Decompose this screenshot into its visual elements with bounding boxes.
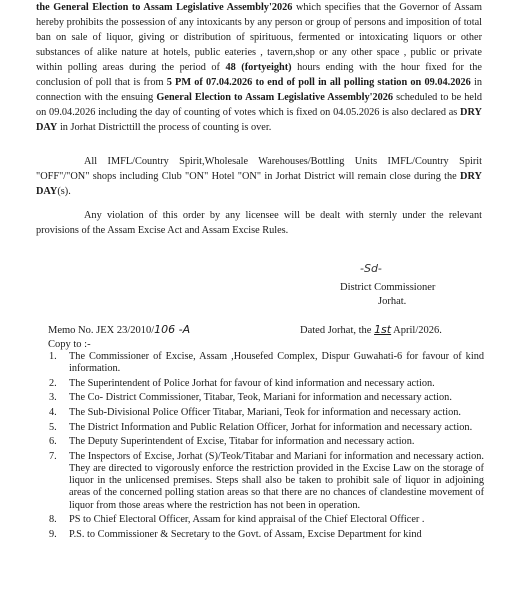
period-bold: 5 PM of 07.04.2026 to end of poll in all polling station on 09.04.2026 <box>166 77 471 88</box>
order-paragraph-3: Any violation of this order by any licensee will be dealt with sternly under the relevant provisions of the Assam Excise Act and Assam Excise Rules. <box>36 210 482 236</box>
order-paragraph-2 <box>36 154 482 199</box>
paragraph-text: in connection with the ensuing <box>36 77 482 103</box>
list-item: 4. The Sub-Divisional Police Officer Titabar, Mariani, Teok for information and necessary action. <box>49 406 461 418</box>
election-title-bold: the General Election to Assam Legislative Assembly'2026 <box>36 2 293 13</box>
date-suffix: April/2026. <box>393 325 442 336</box>
memo-handwritten-number: 106 -A <box>154 323 191 336</box>
signature-sd: -Sd- <box>360 262 382 275</box>
list-item: 6. The Deputy Superintendent of Excise, Titabar for information and necessary action. <box>49 436 415 448</box>
copy-to-label: Copy to :- <box>48 339 91 350</box>
list-item: 7. The Inspectors of Excise, Jorhat (S)/Teok/Titabar and Mariani for information and necessary action. They are directed to vigorously enforce the restriction provided in the Excise Law on the storage of liquor in the unlicensed premises. Steps shall also be taken to prohibit sale of liquor in adjoining areas of the concerned polling station areas so that there are no chances of clandestine movement of liquor from those areas where the restriction has not been in operation. <box>49 450 484 511</box>
paragraph-text: (s). <box>57 186 71 197</box>
order-paragraph-1 <box>36 0 482 135</box>
list-item: 5. The District Information and Public Relation Officer, Jorhat for information and necessary action. <box>49 421 473 433</box>
election-title-bold: General Election to Assam Legislative Assembly'2026 <box>156 92 394 103</box>
memo-number <box>48 323 190 338</box>
signatory-place: Jorhat. <box>378 296 407 307</box>
memo-date <box>300 323 442 338</box>
list-item: 3. The Co- District Commissioner, Titabar, Teok, Mariani for information and necessary action. <box>49 392 452 404</box>
signatory-title: District Commissioner <box>340 282 436 293</box>
date-day-handwritten: 1st <box>374 323 392 336</box>
dry-day-bold: DRY DAY <box>36 171 482 197</box>
copy-to-list <box>46 351 484 543</box>
date-prefix: Dated Jorhat, the <box>300 325 372 336</box>
list-item: 9. P.S. to Commissioner & Secretary to the Govt. of Assam, Excise Department for kind <box>49 528 422 540</box>
hours-bold: 48 (fortyeight) <box>225 62 292 73</box>
paragraph-text: scheduled to be held on 09.04.2026 including the day of counting of votes which is fixed on 04.05.2026 is also declared as <box>36 92 482 118</box>
list-item: 8. PS to Chief Electoral Officer, Assam for kind appraisal of the Chief Electoral Officer . <box>49 514 425 526</box>
paragraph-text: hours ending with the hour fixed for the conclusion of poll that is from <box>36 62 482 88</box>
dry-day-bold: DRY DAY <box>36 107 482 133</box>
paragraph-text: which specifies that the Governor of Assam hereby prohibits the possession of any intoxicants by any person or group of persons and imposition of total ban on sale of liquor, giving or distribution of spirituous, fermented or intoxicating liquors or other substances of alike nature at hotels, public eateries , tavern,shop or any other space , public or private within polling areas during the period of <box>36 2 482 73</box>
list-item: 2. The Superintendent of Police Jorhat for favour of kind information and necessary action. <box>49 377 435 389</box>
paragraph-text: in Jorhat Districttill the process of counting is over. <box>57 122 272 133</box>
paragraph-text: All IMFL/Country Spirit,Wholesale Warehouses/Bottling Units IMFL/Country Spirit "OFF"/"ON" shops including Club "ON" Hotel "ON" in Jorhat District will remain close during the <box>36 156 482 182</box>
memo-prefix: Memo No. JEX 23/2010/ <box>48 325 155 336</box>
list-item: 1. The Commissioner of Excise, Assam ,Housefed Complex, Dispur Guwahati-6 for favour of kind information. <box>49 351 484 375</box>
